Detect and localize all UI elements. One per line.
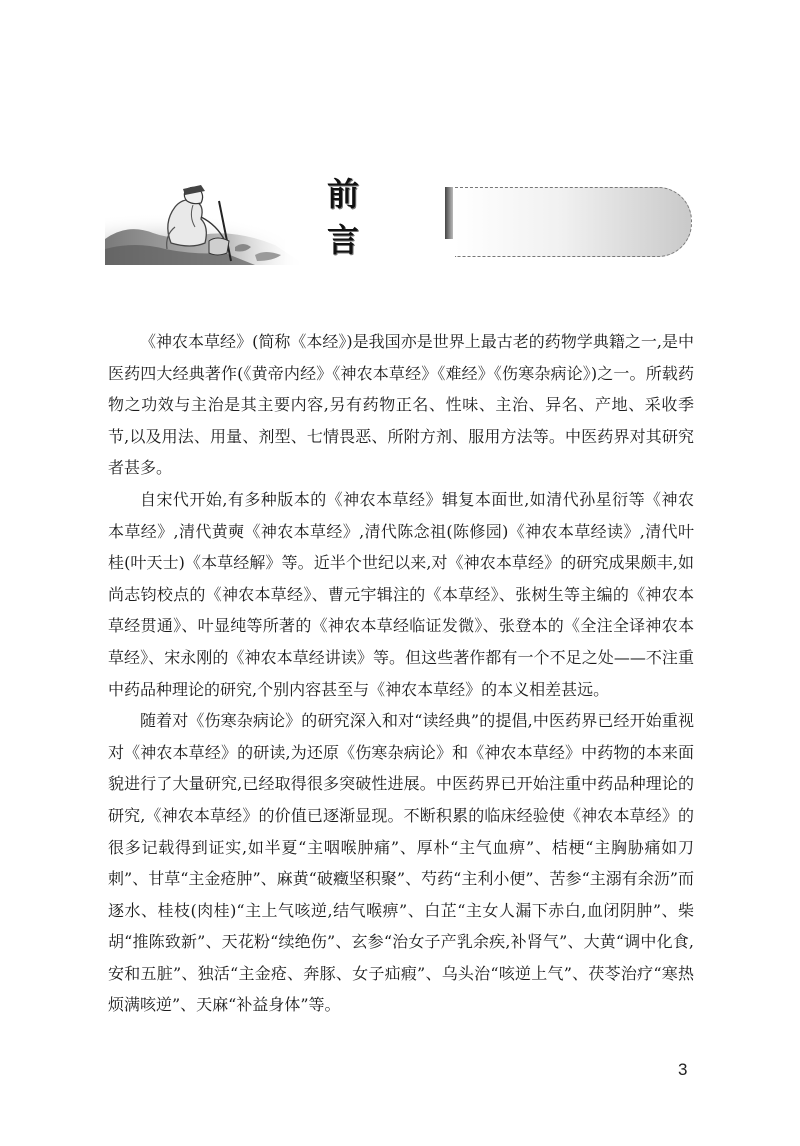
chapter-title-box	[327, 175, 447, 259]
chapter-header	[105, 175, 693, 265]
paragraph-1: 《神农本草经》(简称《本经》)是我国亦是世界上最古老的药物学典籍之一,是中医药四大经典著作(《黄帝内经》《神农本草经》《难经》《伤寒杂病论》)之一。所载药物之功效与主治是其主要内容,另有药物正名、性味、主治、异名、产地、采收季节,以及用法、用量、剂型、七情畏恶、所附方剂、服用方法等。中医药界对其研究者甚多。	[108, 332, 694, 478]
scholar-illustration	[105, 183, 345, 265]
preface-body	[108, 326, 694, 1021]
decorative-banner	[455, 187, 692, 257]
paragraph-2: 自宋代开始,有多种版本的《神农本草经》辑复本面世,如清代孙星衍等《神农本草经》,清代黄奭《神农本草经》,清代陈念祖(陈修园)《神农本草经读》,清代叶桂(叶天士)《本草经解》等。近半个世纪以来,对《神农本草经》的研究成果颇丰,如尚志钧校点的《神农本草经》、曹元宇辑注的《本草经》、张树生等主编的《神农本草经贯通》、叶显纯等所著的《神农本草经临证发微》、张登本的《全注全译神农本草经》、宋永刚的《神农本草经讲读》等。但这些著作都有一个不足之处——不注重中药品种理论的研究,个别内容甚至与《神农本草经》的本义相差甚远。	[108, 489, 694, 699]
page-number: 3	[678, 1060, 688, 1079]
title-divider	[445, 187, 453, 239]
paragraph-3: 随着对《伤寒杂病论》的研究深入和对“读经典”的提倡,中医药界已经开始重视对《神农本草经》的研读,为还原《伤寒杂病论》和《神农本草经》中药物的本来面貌进行了大量研究,已经取得很多突破性进展。中医药界已开始注重中药品种理论的研究,《神农本草经》的价值已逐渐显现。不断积累的临床经验使《神农本草经》的很多记载得到证实,如半夏“主咽喉肿痛”、厚朴“主气血痹”、桔梗“主胸胁痛如刀刺”、甘草“主金疮肿”、麻黄“破癥坚积聚”、芍药“主利小便”、苦参“主溺有余沥”而逐水、桂枝(肉桂)“主上气咳逆,结气喉痹”、白芷“主女人漏下赤白,血闭阴肿”、柴胡“推陈致新”、天花粉“续绝伤”、玄参“治女子产乳余疾,补肾气”、大黄“调中化食,安和五脏”、独活“主金疮、奔豚、女子疝瘕”、乌头治“咳逆上气”、茯苓治疗“寒热烦满咳逆”、天麻“补益身体”等。	[108, 711, 694, 1015]
chapter-title: 前 言	[327, 175, 378, 259]
